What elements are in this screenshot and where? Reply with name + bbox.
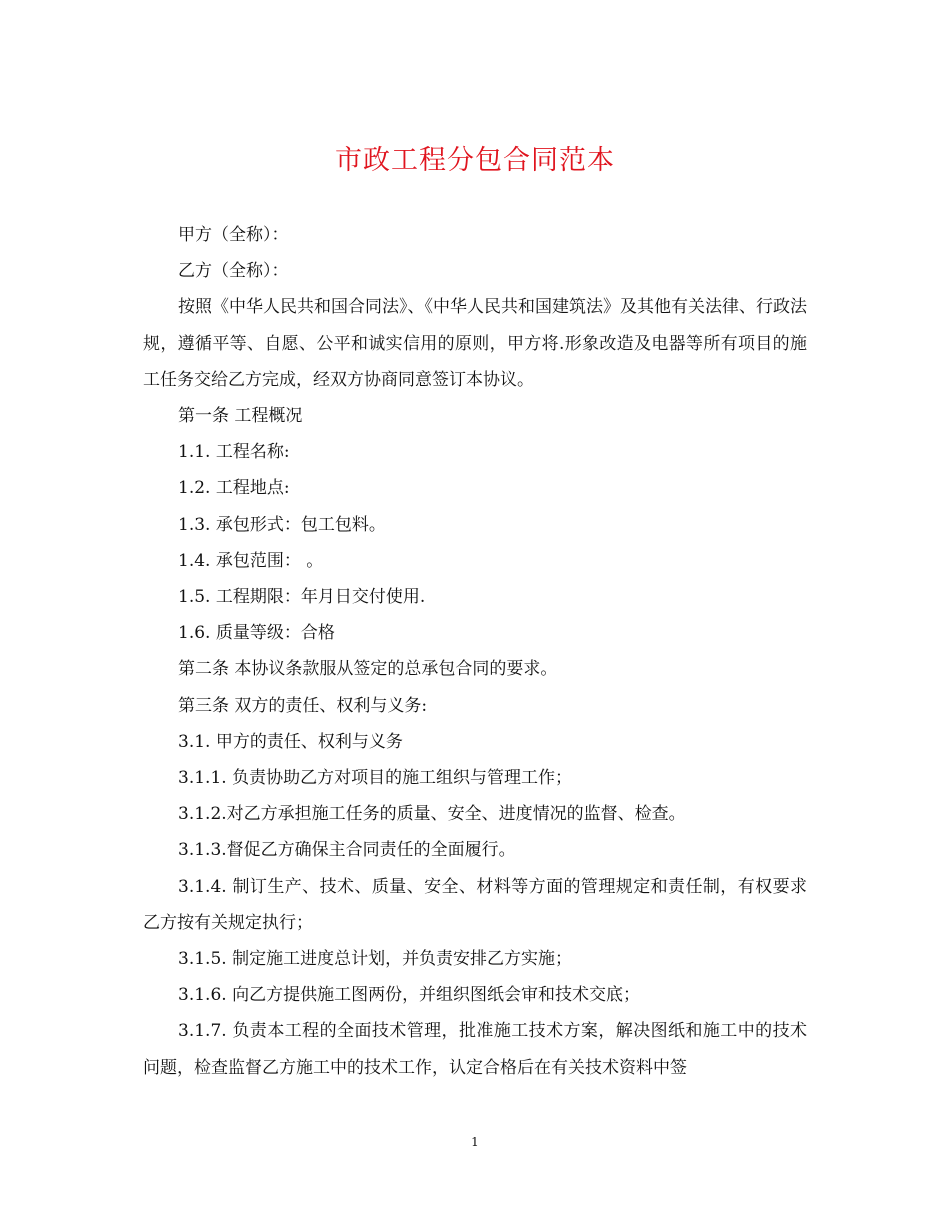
article-1-heading: 第一条 工程概况	[178, 406, 303, 427]
clause-3-1-6: 3.1.6. 向乙方提供施工图两份，并组织图纸会审和技术交底；	[178, 985, 641, 1006]
preamble-paragraph: 按照《中华人民共和国合同法》、《中华人民共和国建筑法》及其他有关法律、行政法规，遵循平等、自愿、公平和诚实信用的原则，甲方将.形象改造及电器等所有项目的施工任务交给乙方完成，经双方协商同意签订本协议。	[143, 297, 807, 390]
clause-3-1-5: 3.1.5. 制定施工进度总计划，并负责安排乙方实施；	[178, 949, 573, 970]
article-2-heading: 第二条 本协议条款服从签定的总承包合同的要求。	[178, 659, 558, 680]
page-number: 1	[471, 1135, 479, 1149]
clause-3-1-1: 3.1.1. 负责协助乙方对项目的施工组织与管理工作；	[178, 768, 573, 789]
clause-1-1: 1.1. 工程名称:	[178, 442, 290, 463]
clause-1-4: 1.4. 承包范围： 。	[178, 550, 324, 571]
clause-1-3: 1.3. 承包形式：包工包料。	[178, 514, 386, 535]
party-b-line: 乙方（全称）：	[178, 261, 289, 282]
clause-1-2: 1.2. 工程地点:	[178, 478, 290, 499]
clause-1-5: 1.5. 工程期限：年月日交付使用.	[178, 587, 426, 608]
clause-3-1-2: 3.1.2.对乙方承担施工任务的质量、安全、进度情况的监督、检查。	[178, 804, 686, 825]
clause-3-1-7: 3.1.7. 负责本工程的全面技术管理，批准施工技术方案，解决图纸和施工中的技术问题，检查监督乙方施工中的技术工作，认定合格后在有关技术资料中签	[143, 1021, 807, 1078]
clause-1-6: 1.6. 质量等级：合格	[178, 623, 335, 644]
clause-3-1-4: 3.1.4. 制订生产、技术、质量、安全、材料等方面的管理规定和责任制，有权要求乙方按有关规定执行；	[143, 876, 807, 933]
clause-3-1-3: 3.1.3.督促乙方确保主合同责任的全面履行。	[178, 840, 516, 861]
party-a-line: 甲方（全称）：	[178, 225, 289, 245]
article-3-heading: 第三条 双方的责任、权利与义务:	[178, 695, 428, 716]
document-body	[143, 217, 807, 1086]
document-title: 市政工程分包合同范本	[335, 145, 615, 176]
clause-3-1: 3.1. 甲方的责任、权利与义务	[178, 731, 403, 752]
